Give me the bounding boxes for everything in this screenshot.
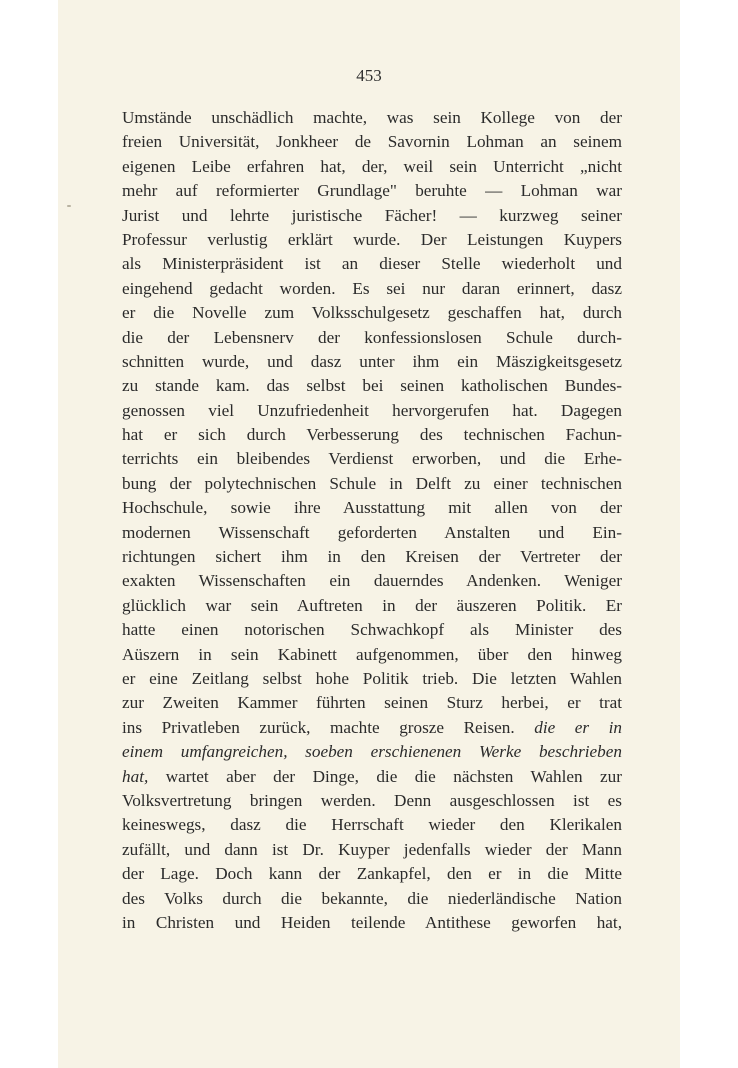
text-line — [122, 862, 622, 886]
text-line — [122, 106, 622, 130]
body-text — [122, 106, 622, 935]
text-line — [122, 838, 622, 862]
line-text: zur Zweiten Kammer führten seinen Sturz herbei, er trat — [122, 693, 622, 713]
line-text: Volksvertretung bringen werden. Denn ausgeschlossen ist es — [122, 790, 622, 810]
line-text: terrichts ein bleibendes Verdienst erworben, und die Erhe- — [122, 449, 622, 469]
right-margin — [680, 0, 738, 1068]
text-line — [122, 813, 622, 837]
line-text: eigenen Leibe erfahren hat, der, weil sein Unterricht „nicht — [122, 156, 622, 176]
line-text: glücklich war sein Auftreten in der äuszeren Politik. Er — [122, 595, 622, 615]
italic-text: hat, — [122, 766, 149, 786]
line-text: die der Lebensnerv der konfessionslosen Schule durch- — [122, 327, 622, 347]
text-line — [122, 423, 622, 447]
line-text: Hochschule, sowie ihre Ausstattung mit allen von der — [122, 498, 622, 518]
text-line — [122, 545, 622, 569]
line-text: er die Novelle zum Volksschulgesetz geschaffen hat, durch — [122, 303, 622, 323]
text-line — [122, 252, 622, 276]
line-text: er eine Zeitlang selbst hohe Politik trieb. Die letzten Wahlen — [122, 668, 622, 688]
text-line — [122, 447, 622, 471]
line-text: mehr auf reformierter Grundlage" beruhte — Lohman war — [122, 181, 622, 201]
line-text: hat er sich durch Verbesserung des technischen Fachun- — [122, 425, 622, 445]
line-text: des Volks durch die bekannte, die niederländische Nation — [122, 888, 622, 908]
line-text: hatte einen notorischen Schwachkopf als Minister des — [122, 620, 622, 640]
text-line — [122, 155, 622, 179]
line-text: richtungen sichert ihm in den Kreisen der Vertreter der — [122, 547, 622, 567]
line-text: Jurist und lehrte juristische Fächer! — kurzweg seiner — [122, 205, 622, 225]
text-line — [122, 594, 622, 618]
left-margin — [0, 0, 58, 1068]
line-text: in Christen und Heiden teilende Antithese geworfen hat, — [122, 912, 622, 932]
text-line — [122, 472, 622, 496]
text-line — [122, 887, 622, 911]
text-line — [122, 740, 622, 764]
line-text: genossen viel Unzufriedenheit hervorgerufen hat. Dagegen — [122, 400, 622, 420]
line-text: keineswegs, dasz die Herrschaft wieder den Klerikalen — [122, 815, 622, 835]
italic-text: die er in — [534, 717, 622, 737]
line-text: modernen Wissenschaft geforderten Anstalten und Ein- — [122, 522, 622, 542]
line-text: der Lage. Doch kann der Zankapfel, den er in die Mitte — [122, 864, 622, 884]
text-line — [122, 130, 622, 154]
text-line — [122, 228, 622, 252]
line-text: als Ministerpräsident ist an dieser Stelle wiederholt und — [122, 254, 622, 274]
line-text: exakten Wissenschaften ein dauerndes Andenken. Weniger — [122, 571, 622, 591]
line-text: ins Privatleben zurück, machte grosze Reisen. — [122, 717, 535, 737]
paper-speck — [67, 205, 71, 207]
line-text: bung der polytechnischen Schule in Delft zu einer technischen — [122, 473, 622, 493]
text-line — [122, 667, 622, 691]
line-text: schnitten wurde, und dasz unter ihm ein Mäszigkeitsgesetz — [122, 351, 622, 371]
text-line — [122, 521, 622, 545]
text-line — [122, 496, 622, 520]
text-line — [122, 301, 622, 325]
text-line — [122, 569, 622, 593]
text-line — [122, 618, 622, 642]
text-line — [122, 350, 622, 374]
text-line — [122, 179, 622, 203]
text-line — [122, 765, 622, 789]
text-line — [122, 374, 622, 398]
line-text: freien Universität, Jonkheer de Savornin Lohman an seinem — [122, 132, 622, 152]
page-number: 453 — [356, 66, 382, 85]
italic-text: einem umfangreichen, soeben erschienenen Werke beschrieben — [122, 742, 622, 762]
line-text: zufällt, und dann ist Dr. Kuyper jedenfalls wieder der Mann — [122, 839, 622, 859]
text-line — [122, 643, 622, 667]
text-line — [122, 326, 622, 350]
text-line — [122, 691, 622, 715]
line-text: wartet aber der Dinge, die die nächsten Wahlen zur — [148, 766, 622, 786]
text-line — [122, 399, 622, 423]
text-line — [122, 911, 622, 935]
line-text: Aüszern in sein Kabinett aufgenommen, über den hinweg — [122, 644, 622, 664]
line-text: Professur verlustig erklärt wurde. Der Leistungen Kuypers — [122, 229, 622, 249]
text-line — [122, 277, 622, 301]
text-line — [122, 789, 622, 813]
text-line — [122, 716, 622, 740]
line-text: Umstände unschädlich machte, was sein Kollege von der — [122, 108, 622, 127]
line-text: eingehend gedacht worden. Es sei nur daran erinnert, dasz — [122, 278, 622, 298]
line-text: zu stande kam. das selbst bei seinen katholischen Bundes- — [122, 376, 622, 396]
text-line — [122, 204, 622, 228]
